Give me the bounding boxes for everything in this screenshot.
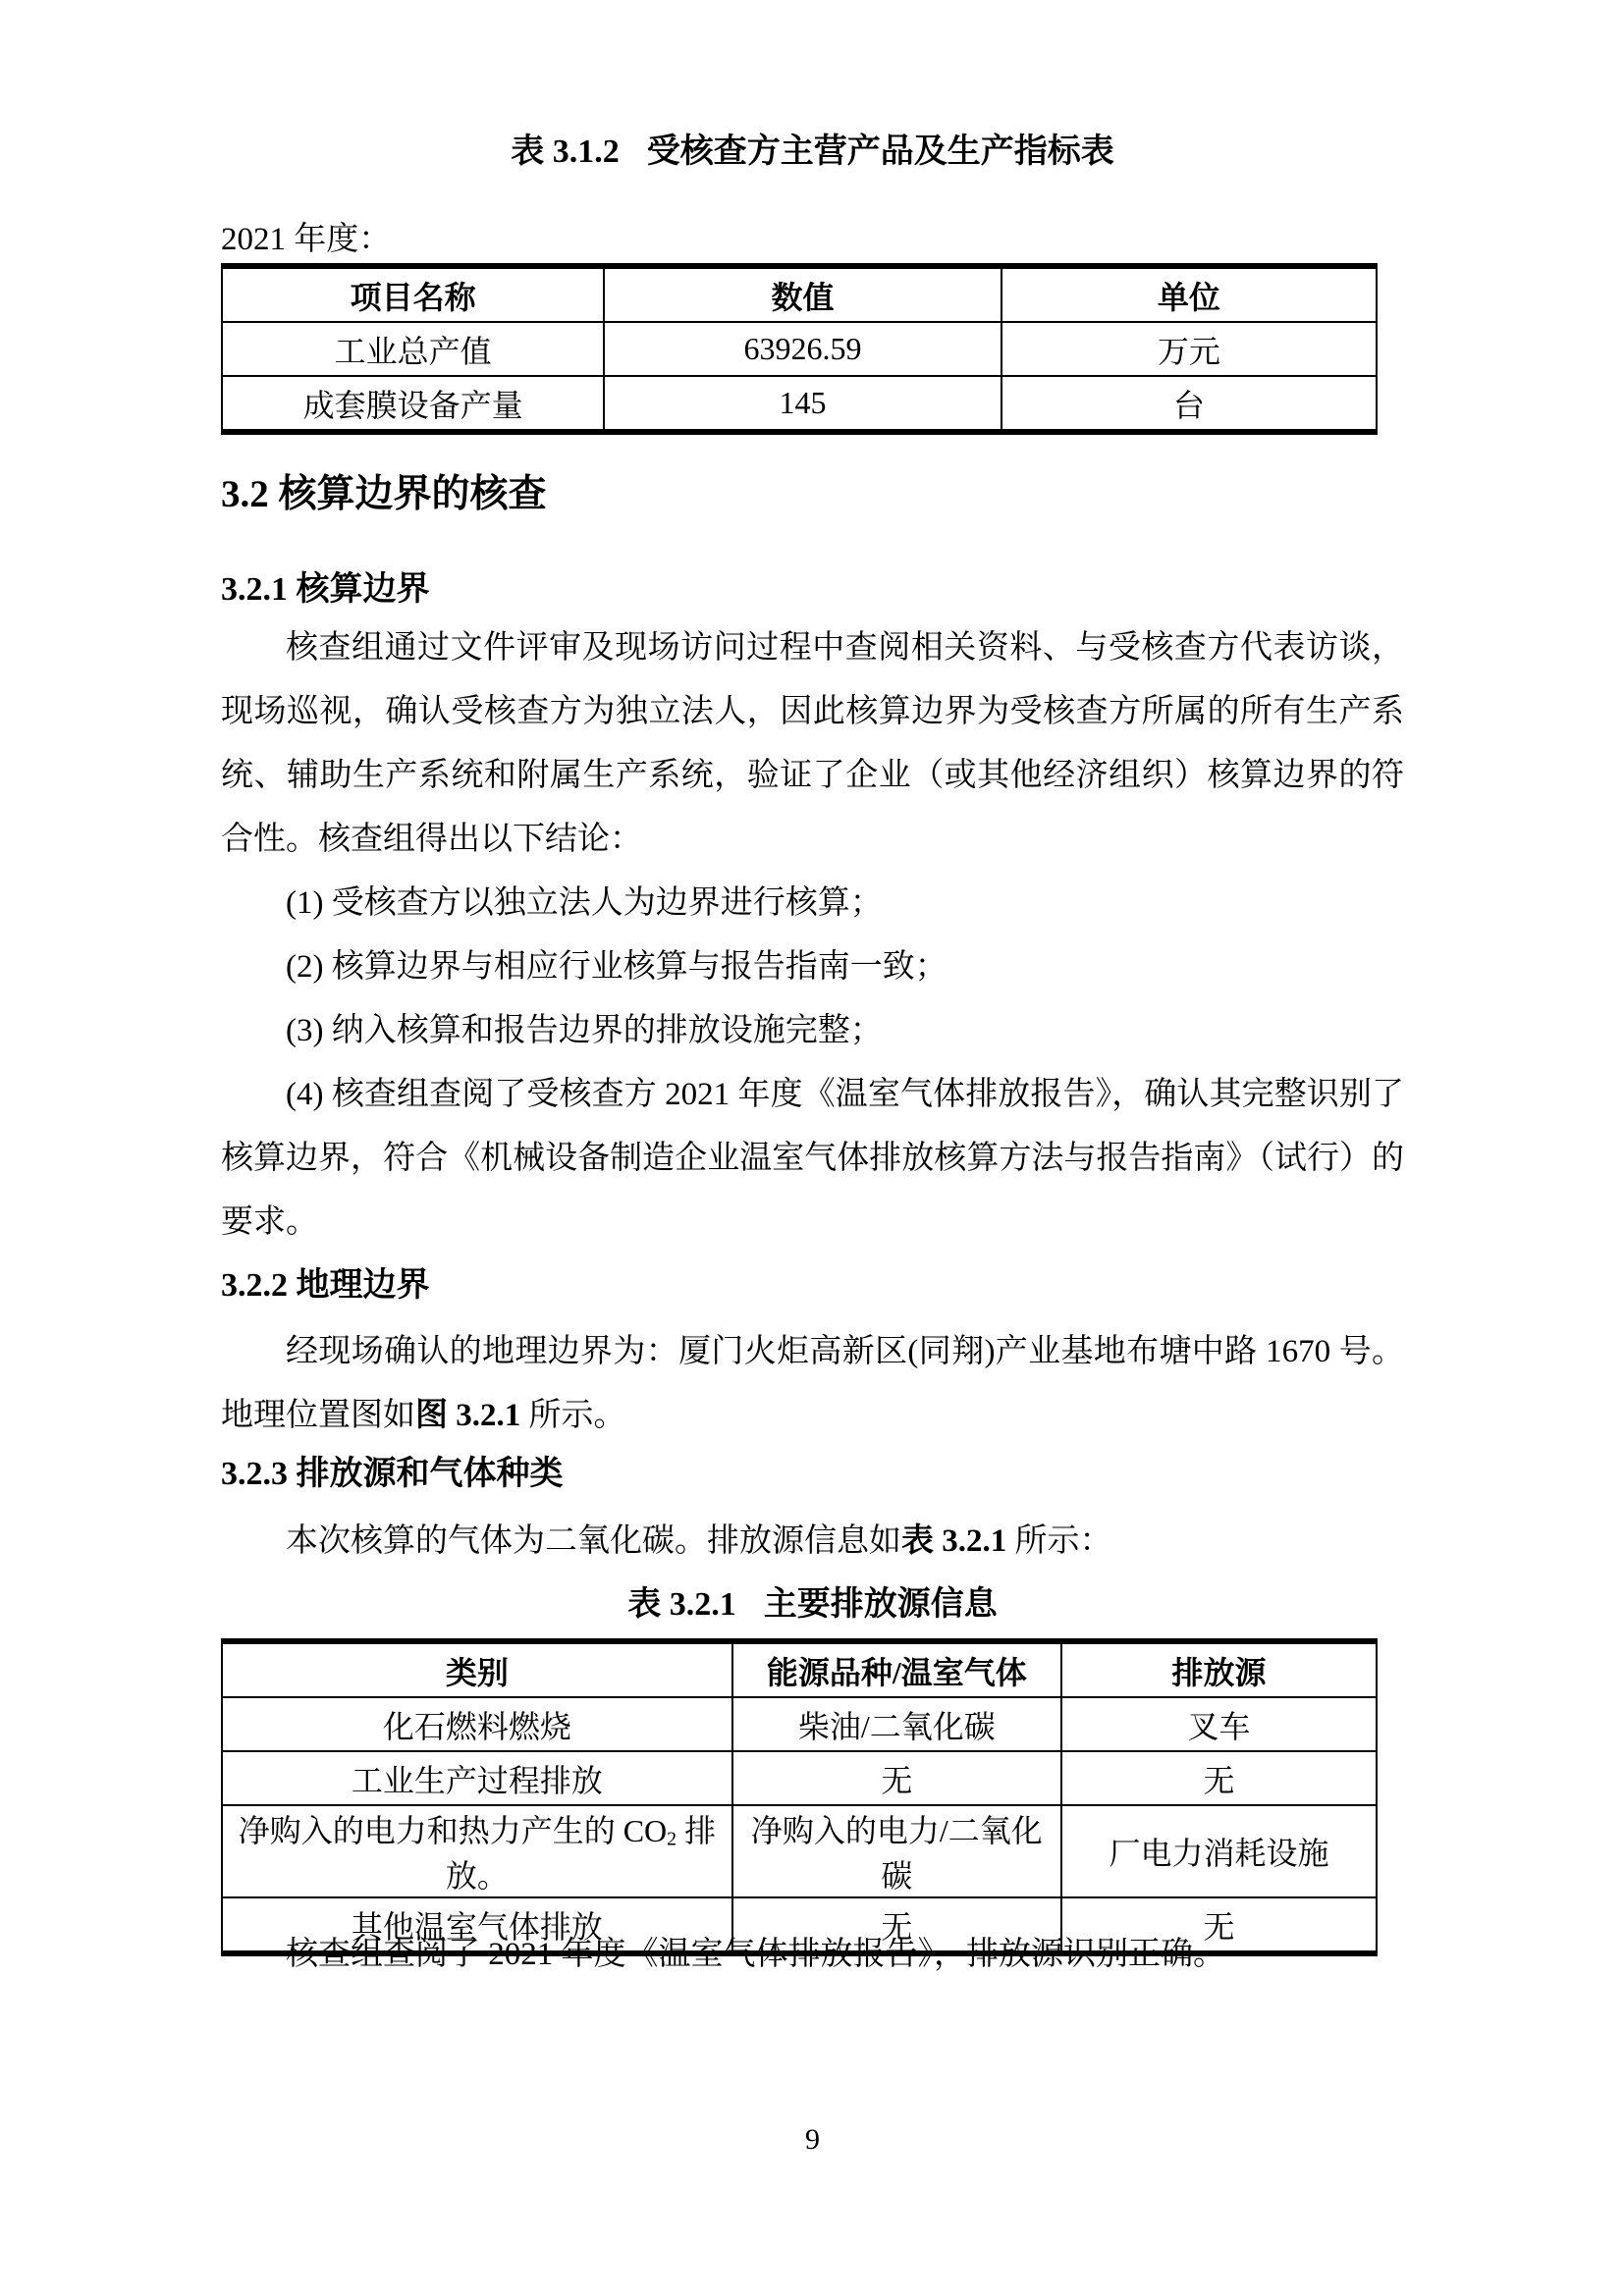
col-header-item-name: 项目名称 [222, 266, 604, 322]
cell-value: 145 [604, 376, 1001, 432]
section-3-2-3-body [221, 1510, 1404, 1574]
cell-energy-gas: 无 [732, 1897, 1061, 1953]
conclusion-item-2: (2) 核算边界与相应行业核算与报告指南一致； [286, 949, 947, 985]
col-header-value: 数值 [604, 266, 1001, 322]
conclusion-item-4: (4) 核查组查阅了受核查方 2021 年度《温室气体排放报告》，确认其完整识别了核算边界，符合《机械设备制造企业温室气体排放核算方法与报告指南》（试行）的要求。 [221, 1077, 1404, 1240]
table-row [222, 322, 1377, 376]
table-3-2-1-caption-label: 表 3.2.1 [627, 1586, 736, 1623]
table-3-2-1-caption [221, 1580, 1404, 1629]
co2-text: 净购入的电力和热力产生的 CO [238, 1813, 668, 1848]
cell-unit: 台 [1001, 376, 1377, 432]
paragraph-closing: 核查组查阅了 2021 年度《温室气体排放报告》，排放源识别正确。 [286, 1937, 1225, 1972]
geo-text: 经现场确认的地理边界为：厦门火炬高新区(同翔)产业基地布塘中路 1670 号。地理位置图如 [221, 1334, 1404, 1433]
co2-text-end: 排放。 [445, 1813, 717, 1894]
cell-value: 63926.59 [604, 322, 1001, 376]
period-label: 2021 年度： [221, 222, 392, 257]
cell-emission-source: 厂电力消耗设施 [1061, 1805, 1377, 1897]
conclusion-item-1: (1) 受核查方以独立法人为边界进行核算； [286, 885, 883, 921]
geo-text-end: 所示。 [520, 1398, 626, 1433]
table-row [222, 376, 1377, 432]
col-header-category: 类别 [222, 1641, 732, 1697]
page-number: 9 [805, 2123, 820, 2156]
section-heading-3-2-2: 3.2.2 地理边界 [221, 1267, 430, 1304]
col-header-unit: 单位 [1001, 266, 1377, 322]
table-3-2-1 [221, 1638, 1378, 1956]
cell-energy-gas: 净购入的电力/二氧化碳 [732, 1805, 1061, 1897]
cell-item-name: 成套膜设备产量 [222, 376, 604, 432]
cell-emission-source: 无 [1061, 1897, 1377, 1953]
table-reference: 表 3.2.1 [901, 1523, 1007, 1559]
table-header-row [222, 1641, 1377, 1697]
conclusion-item-3: (3) 纳入核算和报告边界的排放设施完整； [286, 1013, 883, 1048]
table-3-1-2 [221, 263, 1378, 435]
table-3-1-2-caption-label: 表 3.1.2 [511, 133, 620, 170]
cell-category-co2 [222, 1805, 732, 1897]
section-3-2-2-body [221, 1320, 1404, 1448]
emission-text: 本次核算的气体为二氧化碳。排放源信息如 [286, 1523, 901, 1559]
cell-energy-gas: 柴油/二氧化碳 [732, 1697, 1061, 1751]
section-heading-3-2-3: 3.2.3 排放源和气体种类 [221, 1456, 564, 1492]
section-heading-3-2: 3.2 核算边界的核查 [221, 473, 547, 515]
cell-emission-source: 叉车 [1061, 1697, 1377, 1751]
co2-subscript: 2 [667, 1828, 677, 1850]
closing-statement [221, 1923, 1404, 1987]
cell-category: 工业生产过程排放 [222, 1751, 732, 1805]
document-page [221, 0, 1404, 2296]
col-header-energy-gas: 能源品种/温室气体 [732, 1641, 1061, 1697]
paragraph-accounting-boundary: 核查组通过文件评审及现场访问过程中查阅相关资料、与受核查方代表访谈，现场巡视，确认受核查方为独立法人，因此核算边界为受核查方所属的所有生产系统、辅助生产系统和附属生产系统，验证了企业（或其他经济组织）核算边界的符合性。核查组得出以下结论： [221, 630, 1404, 857]
table-3-2-1-caption-title: 主要排放源信息 [763, 1586, 998, 1623]
col-header-emission-source: 排放源 [1061, 1641, 1377, 1697]
table-3-1-2-caption-title: 受核查方主营产品及生产指标表 [646, 133, 1114, 170]
table-row [222, 1805, 1377, 1897]
cell-category: 化石燃料燃烧 [222, 1697, 732, 1751]
cell-unit: 万元 [1001, 322, 1377, 376]
cell-energy-gas: 无 [732, 1751, 1061, 1805]
cell-emission-source: 无 [1061, 1751, 1377, 1805]
paragraph-geographic-boundary [221, 1320, 1404, 1448]
paragraph-emission-sources [221, 1510, 1404, 1574]
cell-item-name: 工业总产值 [222, 322, 604, 376]
cell-category: 其他温室气体排放 [222, 1897, 732, 1953]
table-row [222, 1751, 1377, 1805]
emission-text-end: 所示： [1006, 1523, 1112, 1559]
section-heading-3-2-1: 3.2.1 核算边界 [221, 571, 430, 608]
table-header-row [222, 266, 1377, 322]
table-3-1-2-caption [221, 128, 1404, 177]
table-row [222, 1697, 1377, 1751]
section-3-2-1-body [221, 616, 1404, 1255]
figure-reference: 图 3.2.1 [415, 1398, 521, 1433]
